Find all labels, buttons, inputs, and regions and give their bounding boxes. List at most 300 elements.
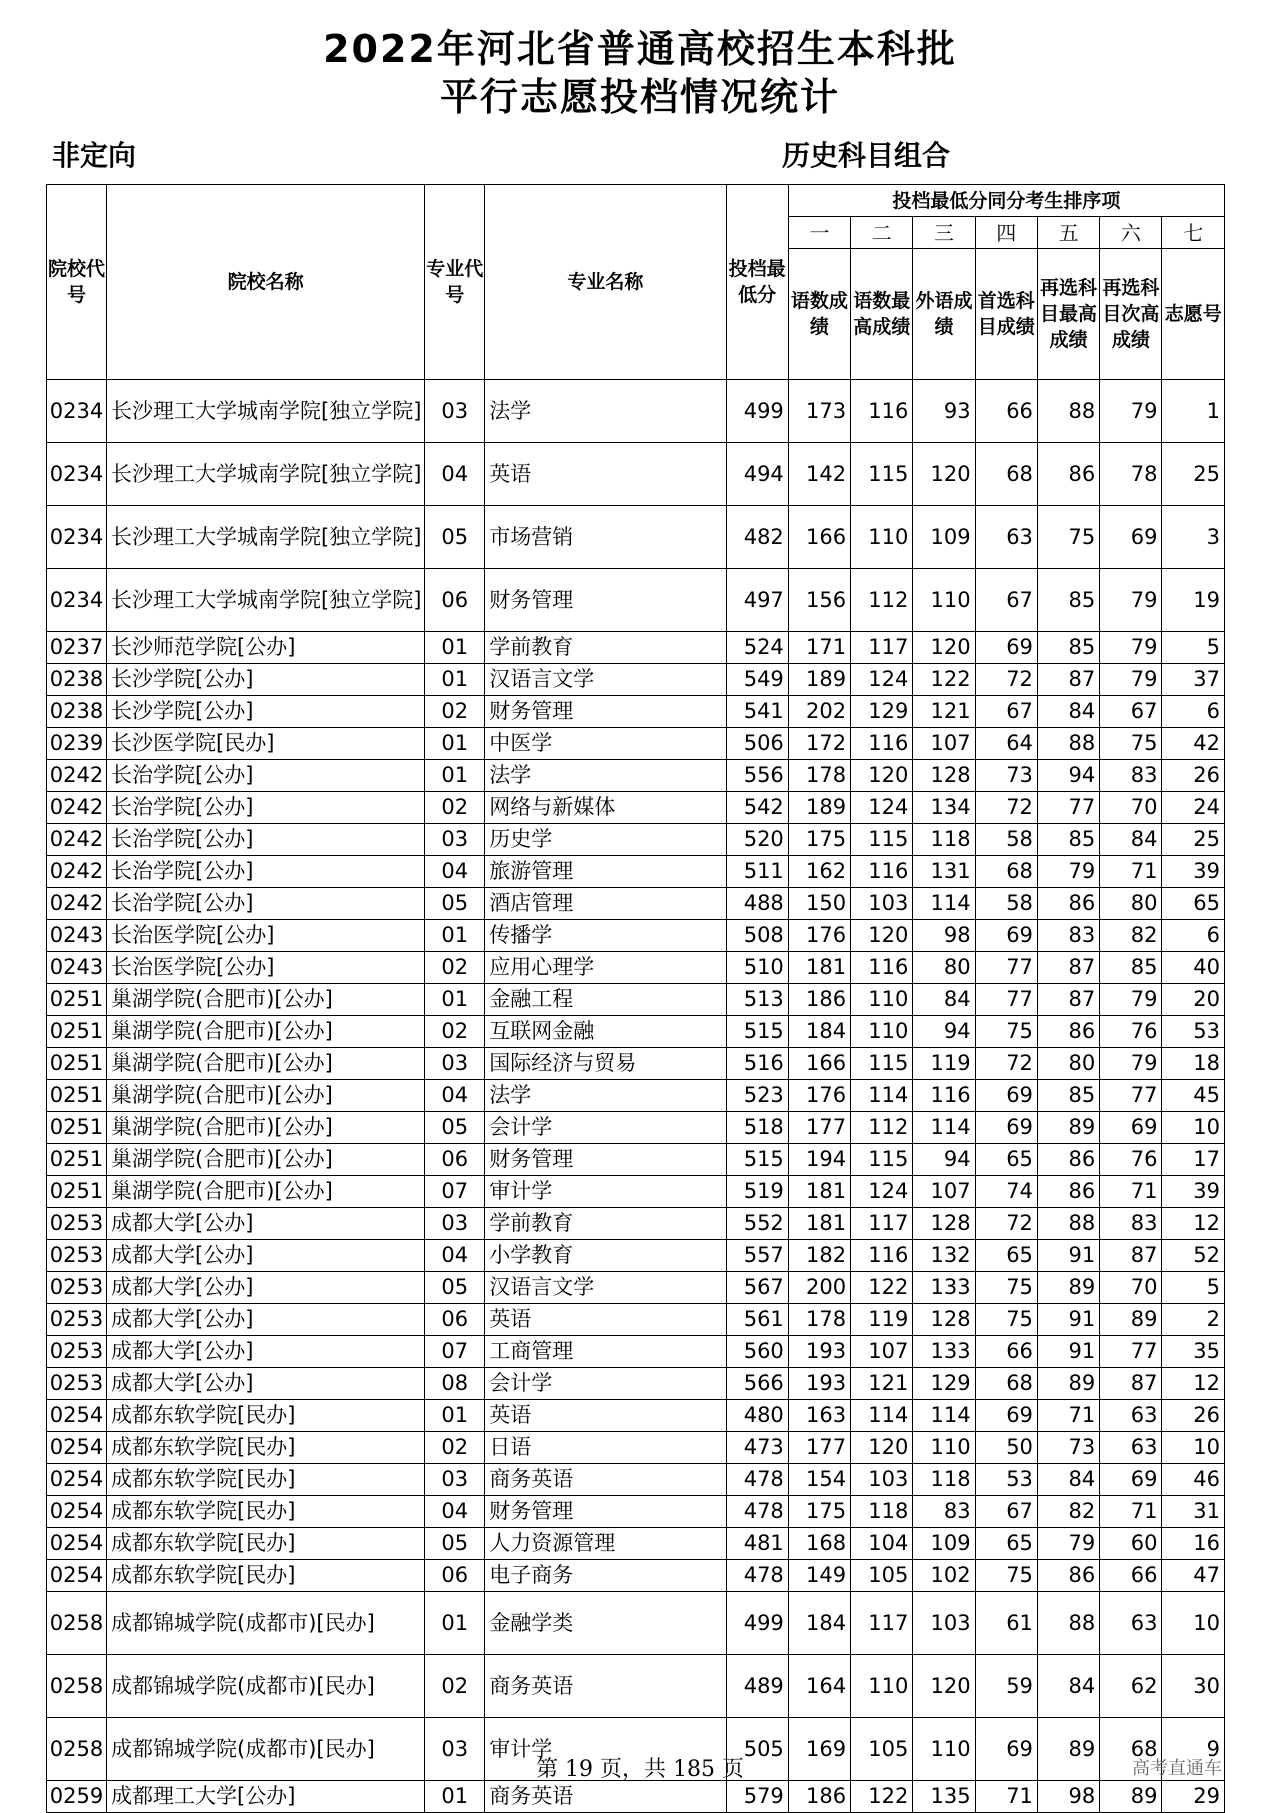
major-name: 旅游管理 — [485, 856, 726, 888]
school-name: 长沙学院[公办] — [107, 664, 425, 696]
score-elective-second: 75 — [1100, 728, 1162, 760]
school-code: 0242 — [47, 792, 107, 824]
major-name: 英语 — [485, 1400, 726, 1432]
score-foreign-language: 116 — [913, 1080, 975, 1112]
min-score: 481 — [726, 1528, 788, 1560]
choice-number: 5 — [1162, 632, 1225, 664]
subject-group-label: 历史科目组合 — [782, 139, 951, 172]
school-code: 0253 — [47, 1304, 107, 1336]
table-row — [47, 632, 1225, 664]
score-chinese-math-max: 112 — [851, 1112, 913, 1144]
min-score: 499 — [726, 1592, 788, 1655]
score-first-subject: 69 — [975, 632, 1037, 664]
major-code: 05 — [425, 1528, 485, 1560]
choice-number: 47 — [1162, 1560, 1225, 1592]
school-code: 0253 — [47, 1208, 107, 1240]
score-foreign-language: 118 — [913, 1464, 975, 1496]
score-elective-second: 76 — [1100, 1016, 1162, 1048]
score-chinese-math: 182 — [788, 1240, 850, 1272]
score-chinese-math-max: 110 — [851, 1655, 913, 1718]
choice-number: 37 — [1162, 664, 1225, 696]
table-row — [47, 1464, 1225, 1496]
min-score: 524 — [726, 632, 788, 664]
score-elective-second: 68 — [1100, 1718, 1162, 1781]
table-row — [47, 1144, 1225, 1176]
school-code: 0243 — [47, 920, 107, 952]
score-elective-second: 79 — [1100, 984, 1162, 1016]
score-elective-second: 79 — [1100, 569, 1162, 632]
score-chinese-math-max: 124 — [851, 664, 913, 696]
table-row — [47, 984, 1225, 1016]
score-chinese-math: 193 — [788, 1368, 850, 1400]
score-foreign-language: 129 — [913, 1368, 975, 1400]
score-chinese-math: 172 — [788, 728, 850, 760]
major-name: 商务英语 — [485, 1464, 726, 1496]
score-chinese-math-max: 115 — [851, 1048, 913, 1080]
major-name: 商务英语 — [485, 1655, 726, 1718]
table-row — [47, 728, 1225, 760]
score-foreign-language: 133 — [913, 1272, 975, 1304]
school-code: 0253 — [47, 1272, 107, 1304]
header-school-name: 院校名称 — [107, 185, 425, 380]
major-code: 05 — [425, 506, 485, 569]
header-tiebreak-number: 二 — [851, 217, 913, 249]
school-name: 成都东软学院[民办] — [107, 1400, 425, 1432]
min-score: 556 — [726, 760, 788, 792]
score-first-subject: 75 — [975, 1272, 1037, 1304]
score-elective-second: 85 — [1100, 952, 1162, 984]
score-first-subject: 67 — [975, 1496, 1037, 1528]
school-code: 0242 — [47, 760, 107, 792]
score-first-subject: 68 — [975, 443, 1037, 506]
choice-number: 53 — [1162, 1016, 1225, 1048]
score-first-subject: 73 — [975, 760, 1037, 792]
score-chinese-math-max: 116 — [851, 380, 913, 443]
major-name: 酒店管理 — [485, 888, 726, 920]
score-first-subject: 69 — [975, 920, 1037, 952]
major-name: 汉语言文学 — [485, 664, 726, 696]
school-name: 成都大学[公办] — [107, 1368, 425, 1400]
min-score: 508 — [726, 920, 788, 952]
score-foreign-language: 110 — [913, 1432, 975, 1464]
min-score: 494 — [726, 443, 788, 506]
score-foreign-language: 122 — [913, 664, 975, 696]
school-code: 0259 — [47, 1781, 107, 1813]
choice-number: 25 — [1162, 824, 1225, 856]
min-score: 566 — [726, 1368, 788, 1400]
score-chinese-math: 163 — [788, 1400, 850, 1432]
score-chinese-math-max: 116 — [851, 952, 913, 984]
score-elective-max: 75 — [1037, 506, 1099, 569]
score-elective-max: 86 — [1037, 888, 1099, 920]
school-name: 巢湖学院(合肥市)[公办] — [107, 1144, 425, 1176]
header-tiebreak-item: 外语成绩 — [913, 249, 975, 380]
school-code: 0258 — [47, 1655, 107, 1718]
score-first-subject: 65 — [975, 1240, 1037, 1272]
score-elective-second: 69 — [1100, 506, 1162, 569]
major-code: 01 — [425, 760, 485, 792]
choice-number: 39 — [1162, 856, 1225, 888]
school-code: 0254 — [47, 1560, 107, 1592]
school-code: 0251 — [47, 1048, 107, 1080]
major-name: 会计学 — [485, 1368, 726, 1400]
score-chinese-math-max: 117 — [851, 1592, 913, 1655]
score-foreign-language: 128 — [913, 1304, 975, 1336]
score-elective-max: 83 — [1037, 920, 1099, 952]
school-code: 0237 — [47, 632, 107, 664]
score-elective-max: 85 — [1037, 824, 1099, 856]
major-code: 03 — [425, 1718, 485, 1781]
school-name: 长沙学院[公办] — [107, 696, 425, 728]
major-code: 01 — [425, 1781, 485, 1813]
score-chinese-math: 181 — [788, 1208, 850, 1240]
min-score: 478 — [726, 1496, 788, 1528]
score-first-subject: 69 — [975, 1080, 1037, 1112]
school-name: 长治学院[公办] — [107, 856, 425, 888]
score-elective-max: 82 — [1037, 1496, 1099, 1528]
choice-number: 25 — [1162, 443, 1225, 506]
score-first-subject: 69 — [975, 1718, 1037, 1781]
score-chinese-math-max: 119 — [851, 1304, 913, 1336]
header-tiebreak-item: 语数成绩 — [788, 249, 850, 380]
choice-number: 30 — [1162, 1655, 1225, 1718]
min-score: 482 — [726, 506, 788, 569]
header-tiebreak-number: 七 — [1162, 217, 1225, 249]
score-chinese-math: 173 — [788, 380, 850, 443]
score-first-subject: 72 — [975, 792, 1037, 824]
major-name: 审计学 — [485, 1176, 726, 1208]
score-chinese-math-max: 120 — [851, 920, 913, 952]
score-foreign-language: 120 — [913, 632, 975, 664]
choice-number: 20 — [1162, 984, 1225, 1016]
score-elective-max: 79 — [1037, 1528, 1099, 1560]
score-chinese-math-max: 110 — [851, 984, 913, 1016]
score-elective-max: 89 — [1037, 1368, 1099, 1400]
table-row — [47, 380, 1225, 443]
score-first-subject: 69 — [975, 1400, 1037, 1432]
major-name: 应用心理学 — [485, 952, 726, 984]
score-chinese-math-max: 122 — [851, 1781, 913, 1813]
score-elective-max: 80 — [1037, 1048, 1099, 1080]
score-chinese-math: 156 — [788, 569, 850, 632]
category-label: 非定向 — [52, 139, 137, 172]
score-chinese-math: 193 — [788, 1336, 850, 1368]
score-elective-second: 79 — [1100, 664, 1162, 696]
score-first-subject: 65 — [975, 1144, 1037, 1176]
score-elective-max: 87 — [1037, 952, 1099, 984]
score-elective-second: 63 — [1100, 1592, 1162, 1655]
major-code: 04 — [425, 443, 485, 506]
major-code: 03 — [425, 1208, 485, 1240]
major-code: 03 — [425, 824, 485, 856]
score-chinese-math-max: 115 — [851, 1144, 913, 1176]
score-elective-second: 77 — [1100, 1080, 1162, 1112]
score-chinese-math: 175 — [788, 824, 850, 856]
choice-number: 6 — [1162, 696, 1225, 728]
watermark: 高考直通车 — [1132, 1758, 1222, 1779]
choice-number: 9 — [1162, 1718, 1225, 1781]
page-title-line1: 2022年河北省普通高校招生本科批 — [323, 27, 957, 71]
score-elective-second: 79 — [1100, 632, 1162, 664]
score-chinese-math-max: 117 — [851, 632, 913, 664]
score-foreign-language: 98 — [913, 920, 975, 952]
score-foreign-language: 132 — [913, 1240, 975, 1272]
table-row — [47, 792, 1225, 824]
score-chinese-math: 166 — [788, 506, 850, 569]
score-foreign-language: 120 — [913, 443, 975, 506]
table-row — [47, 506, 1225, 569]
major-name: 法学 — [485, 760, 726, 792]
table-row — [47, 1528, 1225, 1560]
score-elective-max: 79 — [1037, 856, 1099, 888]
score-foreign-language: 120 — [913, 1655, 975, 1718]
score-chinese-math: 178 — [788, 760, 850, 792]
school-code: 0234 — [47, 569, 107, 632]
score-foreign-language: 128 — [913, 1208, 975, 1240]
header-tiebreak-number: 一 — [788, 217, 850, 249]
school-code: 0253 — [47, 1368, 107, 1400]
min-score: 473 — [726, 1432, 788, 1464]
score-foreign-language: 131 — [913, 856, 975, 888]
score-elective-max: 88 — [1037, 728, 1099, 760]
min-score: 552 — [726, 1208, 788, 1240]
score-elective-second: 77 — [1100, 1336, 1162, 1368]
major-code: 06 — [425, 1144, 485, 1176]
score-first-subject: 69 — [975, 1112, 1037, 1144]
score-elective-max: 85 — [1037, 632, 1099, 664]
header-min-score: 投档最低分 — [726, 185, 788, 380]
school-code: 0242 — [47, 824, 107, 856]
score-foreign-language: 94 — [913, 1144, 975, 1176]
score-elective-max: 89 — [1037, 1272, 1099, 1304]
major-name: 商务英语 — [485, 1781, 726, 1813]
min-score: 511 — [726, 856, 788, 888]
score-chinese-math: 184 — [788, 1592, 850, 1655]
header-tiebreak-item: 语数最高成绩 — [851, 249, 913, 380]
table-row — [47, 1781, 1225, 1813]
score-chinese-math-max: 103 — [851, 888, 913, 920]
table-row — [47, 1304, 1225, 1336]
min-score: 478 — [726, 1464, 788, 1496]
score-elective-second: 76 — [1100, 1144, 1162, 1176]
score-chinese-math-max: 104 — [851, 1528, 913, 1560]
score-elective-second: 79 — [1100, 380, 1162, 443]
score-first-subject: 75 — [975, 1016, 1037, 1048]
score-elective-second: 89 — [1100, 1304, 1162, 1336]
score-elective-second: 70 — [1100, 792, 1162, 824]
score-chinese-math-max: 115 — [851, 443, 913, 506]
major-name: 网络与新媒体 — [485, 792, 726, 824]
table-row — [47, 1208, 1225, 1240]
major-code: 02 — [425, 1016, 485, 1048]
score-foreign-language: 109 — [913, 506, 975, 569]
choice-number: 16 — [1162, 1528, 1225, 1560]
table-row — [47, 1496, 1225, 1528]
score-chinese-math-max: 103 — [851, 1464, 913, 1496]
min-score: 560 — [726, 1336, 788, 1368]
min-score: 541 — [726, 696, 788, 728]
score-elective-max: 88 — [1037, 1592, 1099, 1655]
score-elective-max: 85 — [1037, 569, 1099, 632]
score-first-subject: 59 — [975, 1655, 1037, 1718]
choice-number: 26 — [1162, 760, 1225, 792]
school-code: 0254 — [47, 1528, 107, 1560]
score-chinese-math: 154 — [788, 1464, 850, 1496]
school-code: 0254 — [47, 1432, 107, 1464]
score-first-subject: 61 — [975, 1592, 1037, 1655]
score-elective-second: 89 — [1100, 1781, 1162, 1813]
table-row — [47, 1400, 1225, 1432]
score-elective-max: 86 — [1037, 1560, 1099, 1592]
school-name: 成都东软学院[民办] — [107, 1464, 425, 1496]
table-row — [47, 1176, 1225, 1208]
school-name: 巢湖学院(合肥市)[公办] — [107, 1048, 425, 1080]
major-name: 财务管理 — [485, 1496, 726, 1528]
min-score: 497 — [726, 569, 788, 632]
score-chinese-math: 200 — [788, 1272, 850, 1304]
score-first-subject: 58 — [975, 888, 1037, 920]
score-elective-max: 86 — [1037, 1176, 1099, 1208]
major-code: 02 — [425, 792, 485, 824]
min-score: 515 — [726, 1144, 788, 1176]
score-chinese-math-max: 112 — [851, 569, 913, 632]
major-name: 小学教育 — [485, 1240, 726, 1272]
school-code: 0258 — [47, 1592, 107, 1655]
major-code: 01 — [425, 664, 485, 696]
table-row — [47, 1336, 1225, 1368]
min-score: 518 — [726, 1112, 788, 1144]
score-foreign-language: 134 — [913, 792, 975, 824]
table-row — [47, 664, 1225, 696]
table-row — [47, 1272, 1225, 1304]
major-name: 英语 — [485, 1304, 726, 1336]
score-elective-second: 83 — [1100, 760, 1162, 792]
score-chinese-math: 181 — [788, 952, 850, 984]
school-name: 长沙医学院[民办] — [107, 728, 425, 760]
score-chinese-math: 186 — [788, 984, 850, 1016]
major-name: 市场营销 — [485, 506, 726, 569]
major-name: 中医学 — [485, 728, 726, 760]
school-name: 成都大学[公办] — [107, 1272, 425, 1304]
min-score: 542 — [726, 792, 788, 824]
score-chinese-math-max: 121 — [851, 1368, 913, 1400]
school-name: 成都大学[公办] — [107, 1336, 425, 1368]
score-first-subject: 68 — [975, 856, 1037, 888]
score-elective-second: 66 — [1100, 1560, 1162, 1592]
school-name: 成都东软学院[民办] — [107, 1496, 425, 1528]
score-elective-max: 91 — [1037, 1336, 1099, 1368]
score-elective-max: 84 — [1037, 1464, 1099, 1496]
choice-number: 17 — [1162, 1144, 1225, 1176]
table-row — [47, 1560, 1225, 1592]
min-score: 567 — [726, 1272, 788, 1304]
major-name: 英语 — [485, 443, 726, 506]
score-elective-max: 94 — [1037, 760, 1099, 792]
score-first-subject: 72 — [975, 664, 1037, 696]
school-code: 0253 — [47, 1336, 107, 1368]
major-name: 财务管理 — [485, 569, 726, 632]
score-foreign-language: 83 — [913, 1496, 975, 1528]
choice-number: 3 — [1162, 506, 1225, 569]
choice-number: 24 — [1162, 792, 1225, 824]
school-code: 0251 — [47, 1080, 107, 1112]
score-elective-max: 86 — [1037, 443, 1099, 506]
school-code: 0251 — [47, 1176, 107, 1208]
min-score: 579 — [726, 1781, 788, 1813]
min-score: 519 — [726, 1176, 788, 1208]
score-elective-max: 77 — [1037, 792, 1099, 824]
table-row — [47, 1080, 1225, 1112]
min-score: 488 — [726, 888, 788, 920]
choice-number: 40 — [1162, 952, 1225, 984]
score-chinese-math-max: 118 — [851, 1496, 913, 1528]
score-first-subject: 75 — [975, 1304, 1037, 1336]
score-first-subject: 77 — [975, 952, 1037, 984]
score-elective-max: 89 — [1037, 1112, 1099, 1144]
school-code: 0242 — [47, 888, 107, 920]
major-code: 01 — [425, 632, 485, 664]
min-score: 561 — [726, 1304, 788, 1336]
score-chinese-math: 184 — [788, 1016, 850, 1048]
choice-number: 65 — [1162, 888, 1225, 920]
score-foreign-language: 94 — [913, 1016, 975, 1048]
choice-number: 39 — [1162, 1176, 1225, 1208]
score-first-subject: 64 — [975, 728, 1037, 760]
school-name: 成都理工大学[公办] — [107, 1781, 425, 1813]
school-name: 成都锦城学院(成都市)[民办] — [107, 1592, 425, 1655]
score-foreign-language: 93 — [913, 380, 975, 443]
table-row — [47, 1432, 1225, 1464]
score-foreign-language: 119 — [913, 1048, 975, 1080]
school-name: 巢湖学院(合肥市)[公办] — [107, 1080, 425, 1112]
score-chinese-math-max: 107 — [851, 1336, 913, 1368]
major-code: 04 — [425, 856, 485, 888]
score-chinese-math-max: 105 — [851, 1560, 913, 1592]
min-score: 549 — [726, 664, 788, 696]
score-elective-second: 87 — [1100, 1368, 1162, 1400]
score-first-subject: 53 — [975, 1464, 1037, 1496]
score-elective-max: 88 — [1037, 1208, 1099, 1240]
major-name: 工商管理 — [485, 1336, 726, 1368]
score-chinese-math-max: 116 — [851, 728, 913, 760]
school-code: 0242 — [47, 856, 107, 888]
school-code: 0238 — [47, 696, 107, 728]
score-first-subject: 50 — [975, 1432, 1037, 1464]
score-elective-max: 91 — [1037, 1304, 1099, 1336]
major-code: 06 — [425, 1304, 485, 1336]
major-name: 互联网金融 — [485, 1016, 726, 1048]
major-name: 历史学 — [485, 824, 726, 856]
score-foreign-language: 109 — [913, 1528, 975, 1560]
school-code: 0234 — [47, 443, 107, 506]
school-code: 0254 — [47, 1496, 107, 1528]
score-elective-max: 86 — [1037, 1144, 1099, 1176]
score-elective-second: 69 — [1100, 1464, 1162, 1496]
min-score: 557 — [726, 1240, 788, 1272]
score-chinese-math-max: 114 — [851, 1080, 913, 1112]
school-code: 0239 — [47, 728, 107, 760]
min-score: 523 — [726, 1080, 788, 1112]
major-name: 财务管理 — [485, 696, 726, 728]
major-name: 汉语言文学 — [485, 1272, 726, 1304]
choice-number: 10 — [1162, 1592, 1225, 1655]
major-code: 01 — [425, 984, 485, 1016]
score-chinese-math-max: 110 — [851, 1016, 913, 1048]
score-first-subject: 75 — [975, 1560, 1037, 1592]
score-elective-second: 63 — [1100, 1432, 1162, 1464]
score-chinese-math-max: 129 — [851, 696, 913, 728]
choice-number: 31 — [1162, 1496, 1225, 1528]
